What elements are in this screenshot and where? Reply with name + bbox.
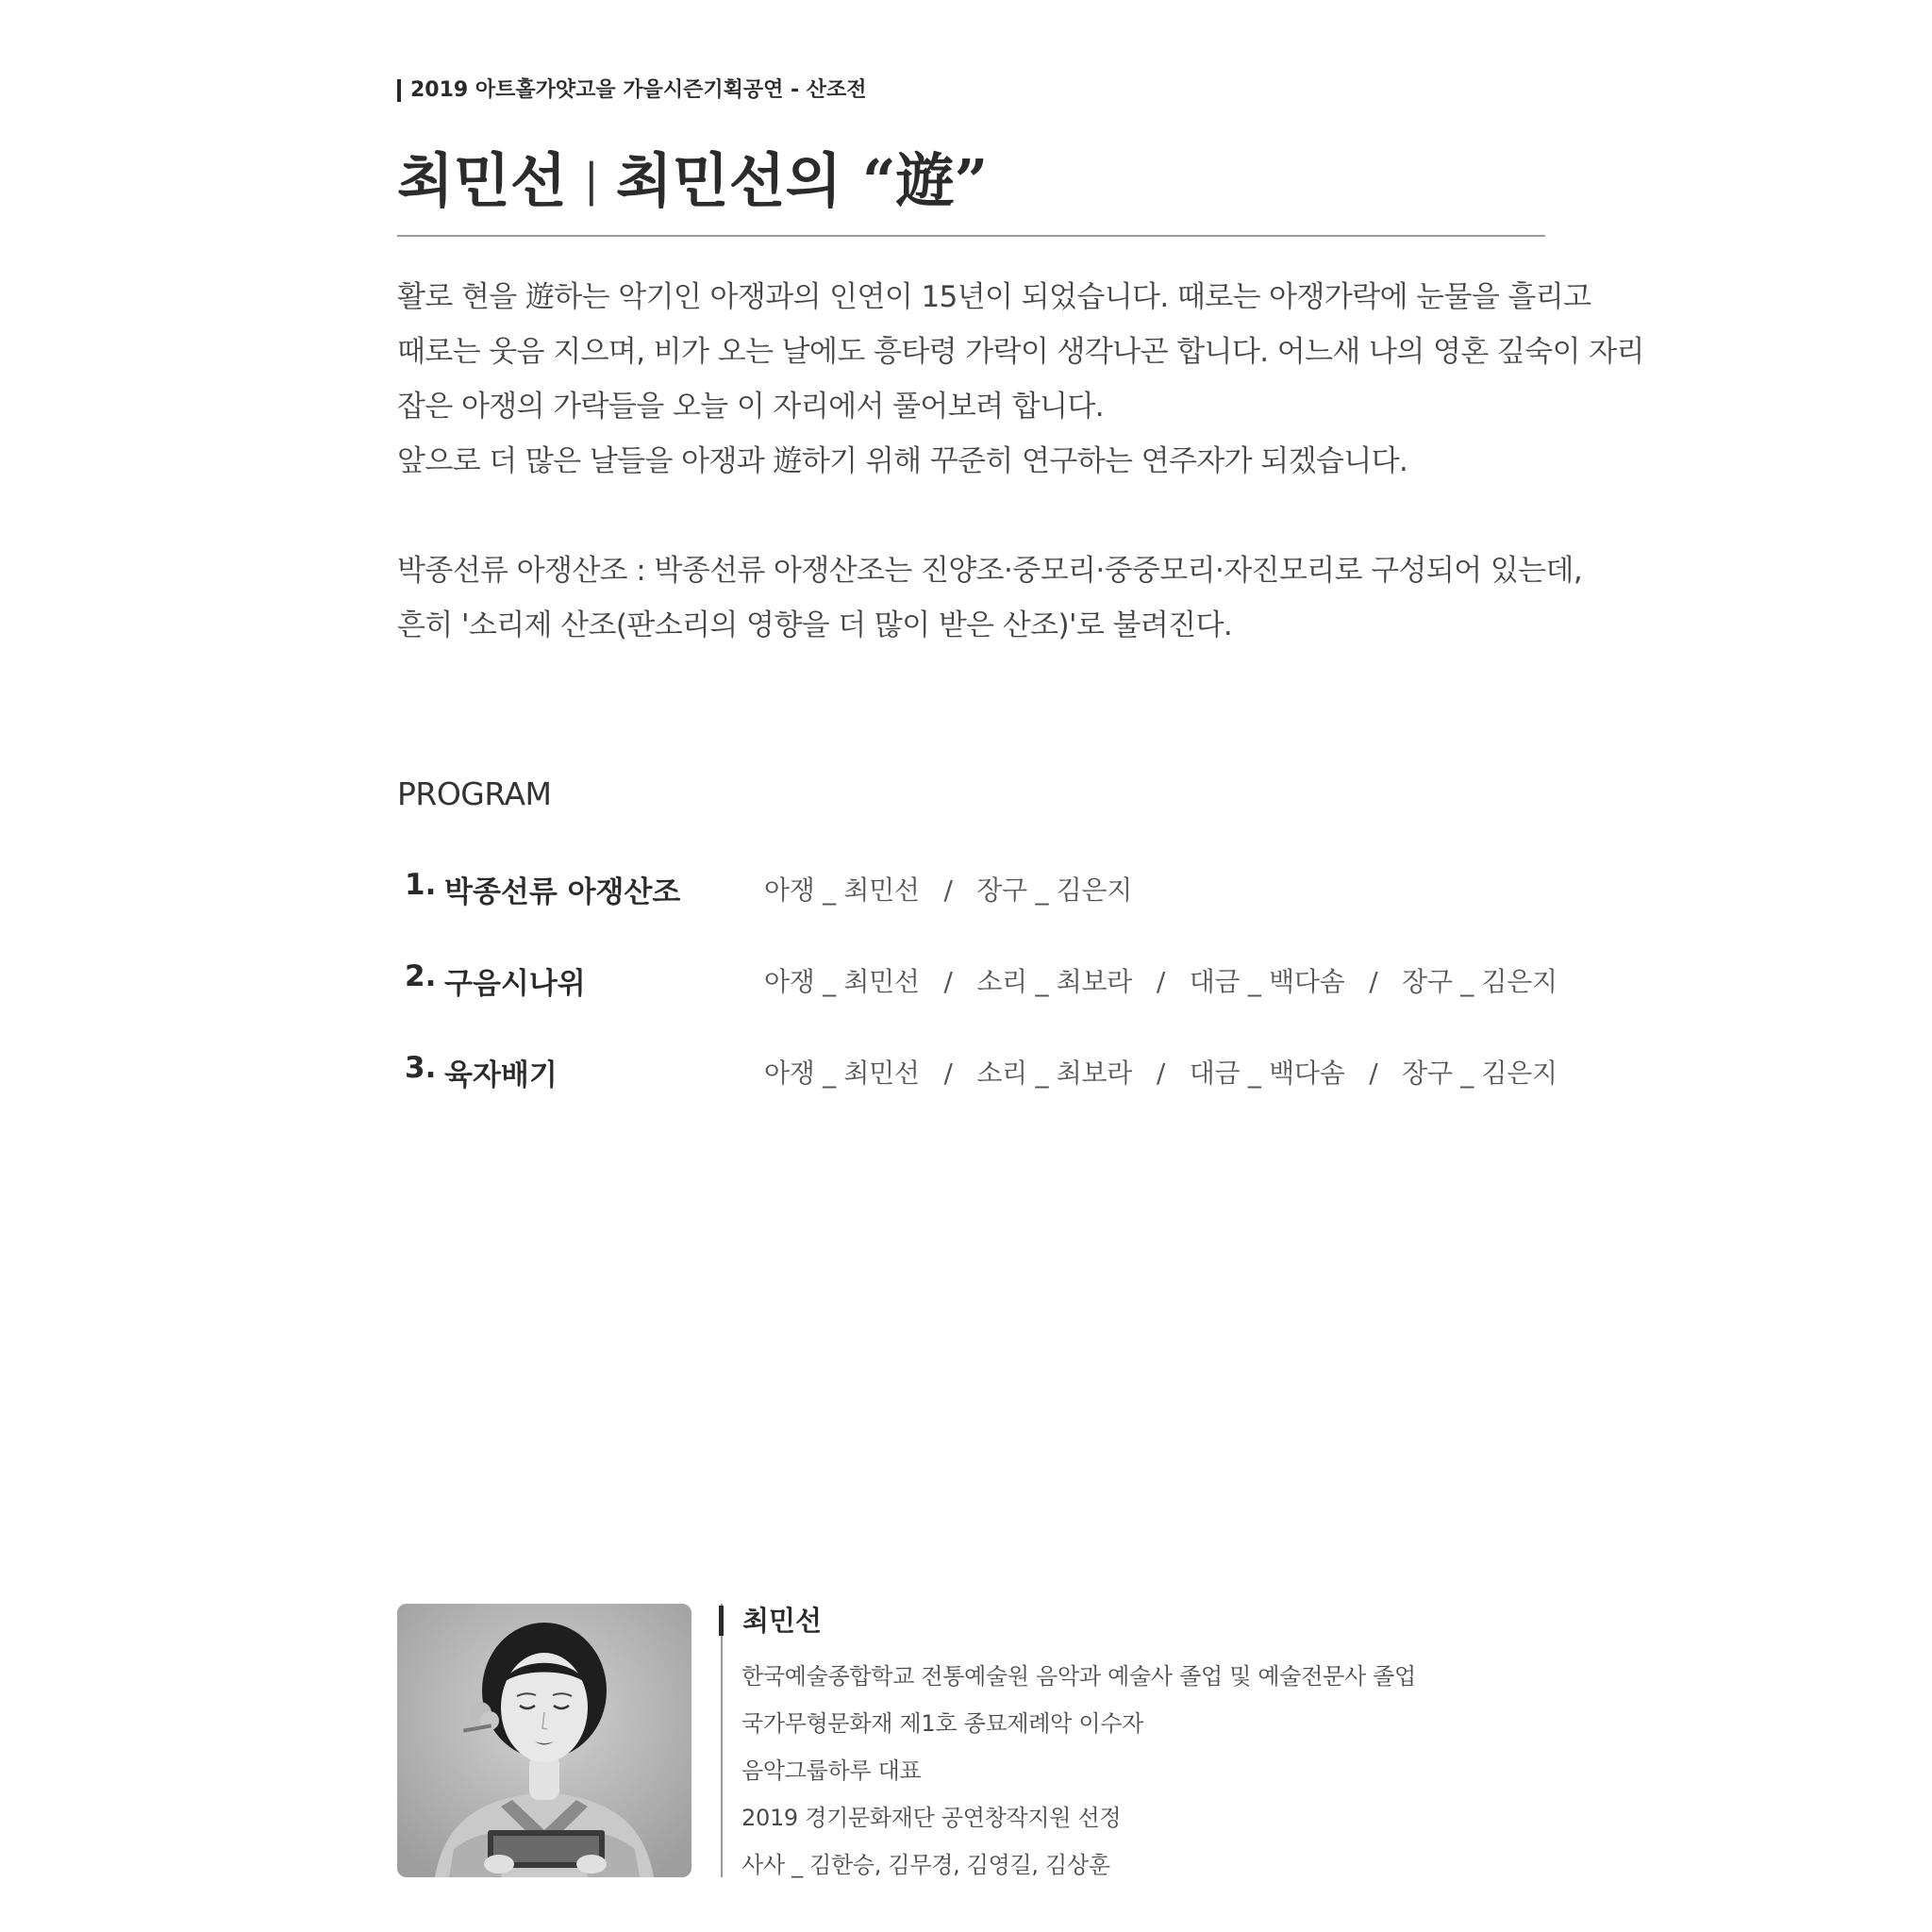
bio-line: 사사 _ 김한승, 김무경, 김영길, 김상훈 [741,1852,1110,1878]
intro-line: 잡은 아쟁의 가락들을 오늘 이 자리에서 풀어보려 합니다. [397,390,1104,424]
title-concert: 최민선의 “遊” [615,146,989,215]
page-title [397,143,988,224]
bio-name: 최민선 [719,1606,822,1636]
intro-line: 때로는 웃음 지으며, 비가 오는 날에도 흥타령 가락이 생각나곤 합니다. 어느새 나의 영혼 깊숙이 자리 [397,335,1644,369]
piece-description [397,543,1583,653]
bio-line: 2019 경기문화재단 공연창작지원 선정 [741,1805,1122,1831]
program-heading: PROGRAM [397,775,552,812]
intro-text [397,270,1644,653]
bio-line: 국가무형문화재 제1호 종묘제례악 이수자 [741,1710,1143,1737]
description-line: 박종선류 아쟁산조 : 박종선류 아쟁산조는 진양조·중모리·중중모리·자진모리로 구성되어 있는데, [397,554,1583,588]
program-title: 박종선류 아쟁산조 [444,875,681,909]
bio-list [741,1653,1416,1889]
program-number: 3. [405,1051,437,1085]
performer-photo [397,1604,691,1877]
title-separator: | [583,154,599,207]
bio-line: 음악그룹하루 대표 [741,1757,922,1784]
program-number: 2. [405,959,437,993]
event-eyebrow: 2019 아트홀가얏고을 가을시즌기획공연 - 산조전 [397,79,867,102]
program-item [397,950,1557,1041]
intro-line: 활로 현을 遊하는 악기인 아쟁과의 인연이 15년이 되었습니다. 때로는 아쟁가락에 눈물을 흘리고 [397,280,1591,314]
bio-line: 한국예술종합학교 전통예술원 음악과 예술사 졸업 및 예술전문사 졸업 [741,1663,1416,1690]
program-title: 구음시나위 [444,967,586,1001]
program-title: 육자배기 [444,1058,558,1092]
program-performers: 아쟁 _ 최민선 / 소리 _ 최보라 / 대금 _ 백다솜 / 장구 _ 김은지 [764,966,1557,997]
program-item [397,858,1545,950]
title-divider [397,235,1545,237]
description-line: 흔히 '소리제 산조(판소리의 영향을 더 많이 받은 산조)'로 불려진다. [397,608,1233,642]
program-item [397,1041,1557,1133]
program-performers: 아쟁 _ 최민선 / 장구 _ 김은지 [764,874,1133,906]
performer-portrait-illustration [397,1604,691,1877]
program-list [397,858,1557,1133]
program-performers: 아쟁 _ 최민선 / 소리 _ 최보라 / 대금 _ 백다솜 / 장구 _ 김은지 [764,1058,1557,1089]
intro-paragraph [397,270,1644,489]
program-number: 1. [405,868,437,902]
performer-bio [721,1604,1477,1877]
intro-line: 앞으로 더 많은 날들을 아쟁과 遊하기 위해 꾸준히 연구하는 연주자가 되겠습니다. [397,444,1408,478]
title-performer: 최민선 [397,146,567,215]
